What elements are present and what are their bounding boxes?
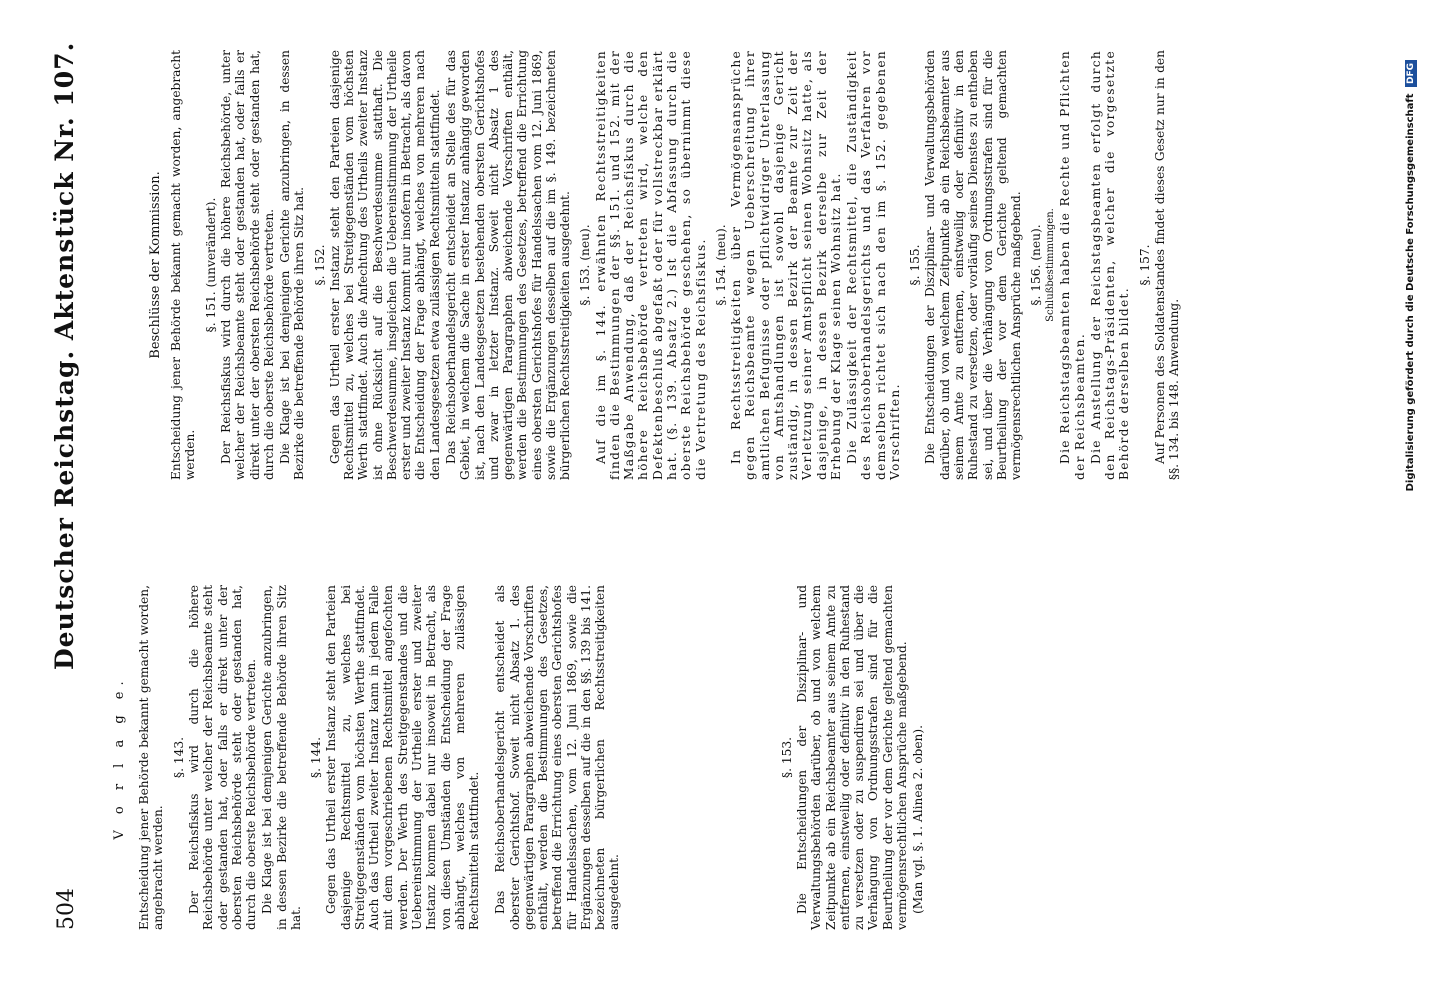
paragraph: Der Reichsfiskus wird durch die höhere Reichsbehörde unter welcher der Reichsbeamte steht oder gestanden hat, oder falls er direkt unter der obersten Reichsbehörde steht oder gestanden hat, durch die oberste Reichsbehörde vertreten.: [187, 585, 259, 930]
dfg-credit: [1405, 60, 1416, 491]
paragraph: Die Zulässigkeit der Rechtsmittel, die Zuständigkeit des Reichsoberhandelsgerichts und das Verfahren vor demselben richtet sich nach den im §. 152. gegebenen Vorschriften.: [845, 50, 902, 480]
paragraph: Der Reichsfiskus wird durch die höhere Reichsbehörde, unter welcher der Reichsbeamte steht oder gestanden hat, oder falls er direkt unter der obersten Reichsbehörde steht oder gestanden hat, durch die oberste Reichsbehörde vertreten.: [219, 50, 276, 480]
paragraph: Das Reichsoberhandelsgericht entscheidet an Stelle des für das Gebiet, in welchem die Sache in erster Instanz anhängig geworden ist, nach den Landesgesetzen bestehenden obersten Gerichtshofes und zwar in letzter Instanz. Soweit nicht Absatz 1 des gegenwärtigen Paragraphen abweichende Vorschriften enthält, werden die Bestimmungen des Gesetzes, betreffend die Errichtung eines obersten Gerichtshofes für Handelssachen vom 12. Juni 1869, sowie die Ergänzungen desselben auf die im §. 149. bezeichneten bürgerlichen Rechtsstreitigkeiten ausgedehnt.: [443, 50, 573, 480]
page-header: [50, 41, 84, 930]
footnote: (Man vgl. §. 1. Alinea 2. oben).: [911, 724, 926, 914]
dfg-credit-text: Digitalisierung gefördert durch die Deutsche Forschungsgemeinschaft: [1405, 93, 1416, 492]
paragraph: Gegen das Urtheil erster Instanz steht den Parteien dasjenige Rechtsmittel zu, welches bei Streitgegenständen vom höchsten Werthe stattfindet. Auch das Urtheil zweiter Instanz kann in jedem Falle mit dem vorgeschriebenen Rechtsmittel angefochten werden. Der Werth des Streitgegenstandes und die Uebereinstimmung der Urtheile erster und zweiter Instanz kommen dabei nur insoweit in Betracht, als von diesen Umständen die Entscheidung der Frage abhängt, welches von mehreren zulässigen Rechtsmitteln stattfindet.: [324, 585, 482, 930]
section-subtitle: Schlußbestimmungen.: [1044, 208, 1056, 322]
section-title: §. 152.: [312, 244, 327, 286]
right-column-kommission: [148, 50, 1183, 480]
left-column-heading: V o r l a g e.: [112, 675, 127, 840]
paragraph: Die Entscheidungen der Disziplinar- und Verwaltungsbehörden darüber, ob und von welchem Zeitpunkte ab ein Reichsbeamter aus seinem Amte zu entfernen, einstweilig oder definitiv in den Ruhestand zu versetzen, oder vorläufig seines Dienstes zu entheben sei, und über die Verhängung von Ordnungsstrafen sind für die Beurtheilung der vor dem Gerichte geltend gemachten vermögensrechtlichen Ansprüche maßgebend.: [923, 50, 1024, 480]
section-title: §. 153. (neu).: [578, 224, 593, 306]
section-title: §. 155.: [908, 244, 923, 286]
page-number: 504: [54, 888, 79, 930]
section-title: §. 143.: [171, 737, 186, 778]
section-title: §. 151. (unverändert).: [203, 197, 218, 333]
paragraph: Die Anstellung der Reichstagsbeamten erfolgt durch den Reichstags-Präsidenten, welcher die vorgesetzte Behörde derselben bildet.: [1088, 50, 1132, 480]
section-title: §. 157.: [1137, 244, 1152, 286]
paragraph: Auf die im §. 144. erwähnten Rechtsstreitigkeiten finden die Bestimmungen der §§. 151. und 152. mit der Maßgabe Anwendung, daß der Reichsfiskus durch die höhere Reichsbehörde vertreten wird, welche den Defektenbeschluß abgefaßt oder für vollstreckbar erklärt hat. (§. 139. Absatz 2.) Ist die Abfassung durch die oberste Reichsbehörde geschehen, so übernimmt diese die Vertretung des Reichsfiskus.: [593, 50, 708, 480]
paragraph: Die Entscheidungen der Disziplinar- und Verwaltungsbehörden darüber, ob und von welchem Zeitpunkte ab ein Reichsbeamter aus seinem Amte zu entfernen, einstweilig oder definitiv in den Ruhestand zu versetzen oder zu suspendiren sei und über die Verhängung von Ordnungsstrafen sind für die Beurtheilung der vor dem Gerichte geltend gemachten vermögensrechtlichen Ansprüche maßgebend.: [794, 585, 909, 930]
right-intro: Entscheidung jener Behörde bekannt gemacht worden, angebracht werden.: [169, 50, 198, 480]
paragraph: Gegen das Urtheil erster Instanz steht den Parteien dasjenige Rechtsmittel zu, welches bei Streitgegenständen vom höchsten Werth stattfindet. Auch die Anfechtung des Urtheils zweiter Instanz ist ohne Rücksicht auf die Beschwerdesumme statthaft. Die Beschwerdesumme, insgleichen die Uebereinstimmung der Urtheile erster und zweiter Instanz kommt nur insofern in Betracht, als davon die Entscheidung der Frage abhängt, welches von mehreren nach den Landesgesetzen etwa zulässigen Rechtsmitteln stattfindet.: [327, 50, 442, 480]
left-column-vorlage: [108, 585, 927, 930]
paragraph: Das Reichsoberhandelsgericht entscheidet als oberster Gerichtshof. Soweit nicht Absatz 1. des gegenwärtigen Paragraphen abweichende Vorschriften enthält, werden die Bestimmungen des Gesetzes, betreffend die Errichtung eines obersten Gerichtshofes für Handelssachen, vom 12. Juni 1869, sowie die Ergänzungen desselben auf die in den §§. 139 bis 141. bezeichneten bürgerlichen Rechtsstreitigkeiten ausgedehnt.: [493, 585, 622, 930]
right-column-heading: Beschlüsse der Kommission.: [148, 171, 163, 359]
dfg-logo: DFG: [1405, 60, 1417, 87]
left-intro: Entscheidung jener Behörde bekannt gemacht worden, angebracht werden.: [137, 585, 166, 930]
paragraph: Die Klage ist bei demjenigen Gerichte anzubringen, in dessen Bezirke die betreffende Behörde ihren Sitz hat.: [260, 585, 303, 930]
section-title: §. 144.: [309, 737, 324, 778]
paragraph: Die Reichstagsbeamten haben die Rechte und Pflichten der Reichsbeamten.: [1058, 50, 1087, 480]
paragraph: In Rechtsstreitigkeiten über Vermögensansprüche gegen Reichsbeamte wegen Ueberschreitung ihrer amtlichen Befugnisse oder pflichtwidriger Unterlassung von Amtshandlungen ist sowohl dasjenige Gericht zuständig, in dessen Bezirk der Beamte zur Zeit der Verletzung seiner Amtspflicht seinen Wohnsitz hatte, als dasjenige, in dessen Bezirk derselbe zur Zeit der Erhebung der Klage seinen Wohnsitz hat.: [729, 50, 843, 480]
paragraph: Die Klage ist bei demjenigen Gerichte anzubringen, in dessen Bezirke die betreffende Behörde ihren Sitz hat.: [278, 50, 307, 480]
section-title: §. 153.: [779, 737, 794, 778]
page-title: Deutscher Reichstag. Aktenstück Nr. 107.: [50, 41, 79, 670]
section-title: §. 154. (neu).: [713, 224, 728, 306]
section-title: §. 156. (neu).: [1029, 224, 1044, 306]
paragraph: Auf Personen des Soldatenstandes findet dieses Gesetz nur in den §§. 134. bis 148. Anwendung.: [1152, 50, 1182, 480]
